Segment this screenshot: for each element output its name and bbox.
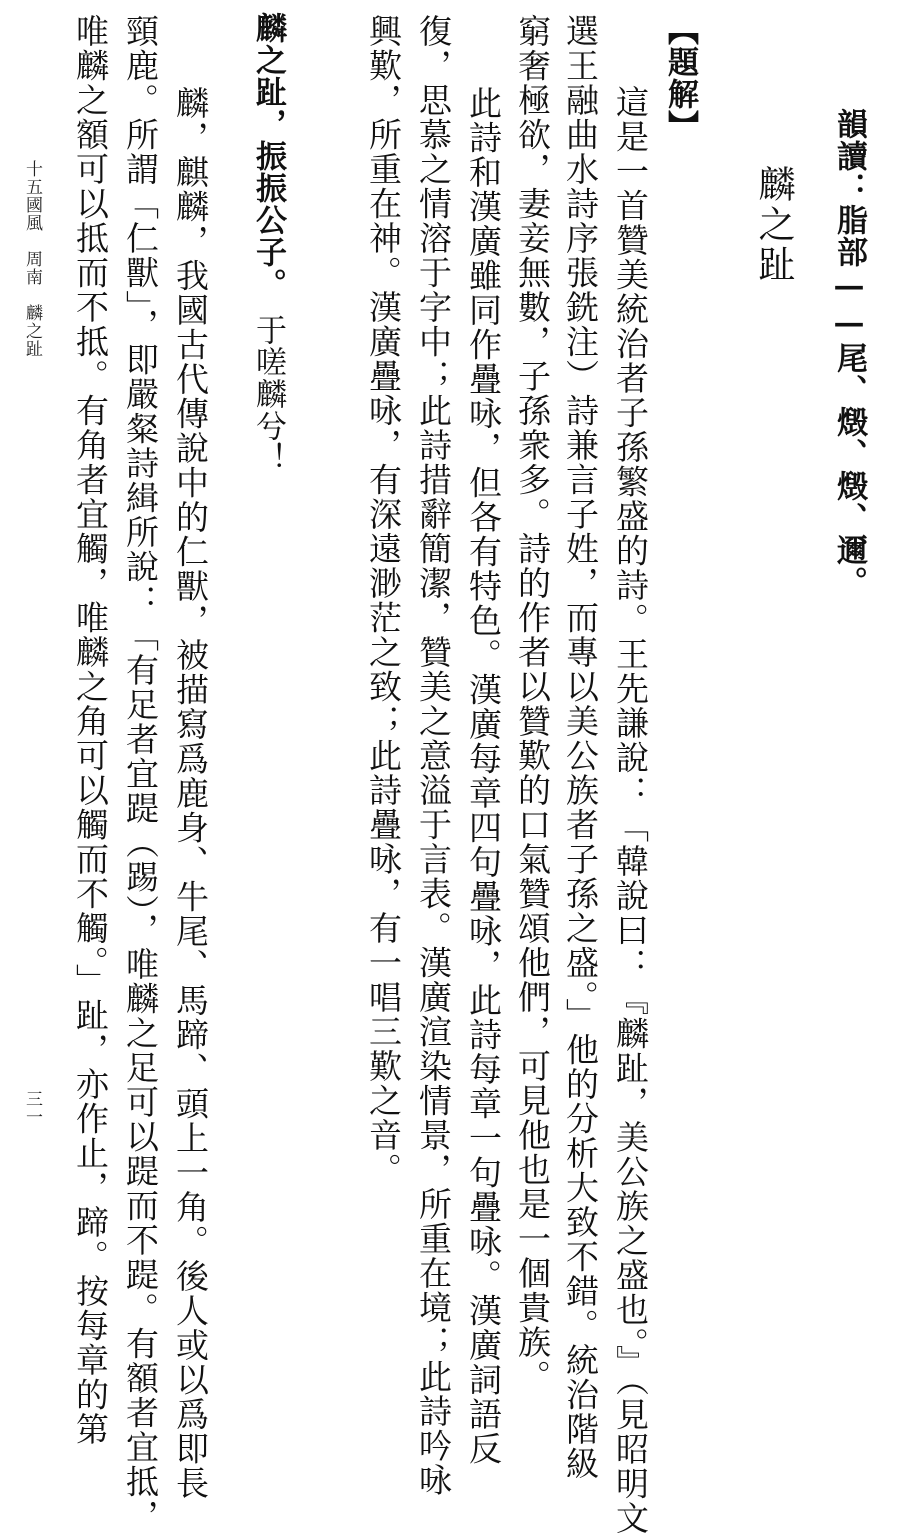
text-column-6: 興歎，所重在神。漢廣疊咏，有深遠渺茫之致；此詩疊咏，有一唱三歎之音。 [364,14,403,1187]
page-number: 三一 [22,1090,42,1126]
text-column-1: 這是一首贊美統治者子孫繁盛的詩。王先謙說：「韓說曰：『麟趾，美公族之盛也。』（見昭明文 [611,85,650,1536]
verse-main: 麟之趾，振振公子。 [250,12,286,300]
text-column-4: 此詩和漢廣雖同作疊咏，但各有特色。漢廣每章四句疊咏，此詩每章一句疊咏。漢廣詞語反 [464,86,503,1466]
text-column-2: 選王融曲水詩序張銑注）詩兼言子姓，而專以美公族者子孫之盛。」他的分析大致不錯。統治階級 [561,14,600,1481]
text-column-7: 麟，麒麟，我國古代傳說中的仁獸，被描寫爲鹿身、牛尾、馬蹄、頭上一角。後人或以爲即長 [171,86,210,1501]
text-column-3: 窮奢極欲，妻妾無數，子孫衆多。詩的作者以贊歎的口氣贊頌他們，可見他也是一個貴族。 [513,14,552,1394]
poem-title: 麟之趾 [752,165,795,285]
text-column-5: 復，思慕之情溶于字中；此詩措辭簡潔，贊美之意溢于言表。漢廣渲染情景，所重在境；此詩吟咏 [414,14,453,1498]
text-column-9: 唯麟之額可以抵而不抵。有角者宜觸，唯麟之角可以觸而不觸。」趾，亦作止，蹄。按每章的第 [71,14,110,1447]
verse-line [250,12,286,474]
verse-refrain: 于嗟麟兮！ [250,314,286,474]
rhyme-reading: 韻讀：脂部——尾、燬、燬、邇。 [831,108,867,598]
text-column-8: 頸鹿。所謂「仁獸」，即嚴粲詩緝所說：「有足者宜踶（踢），唯麟之足可以踶而不踶。有額者宜抵， [121,14,160,1534]
section-heading: 【題解】 [662,14,698,142]
running-footer: 十五國風 周南 麟之趾 [22,160,42,358]
